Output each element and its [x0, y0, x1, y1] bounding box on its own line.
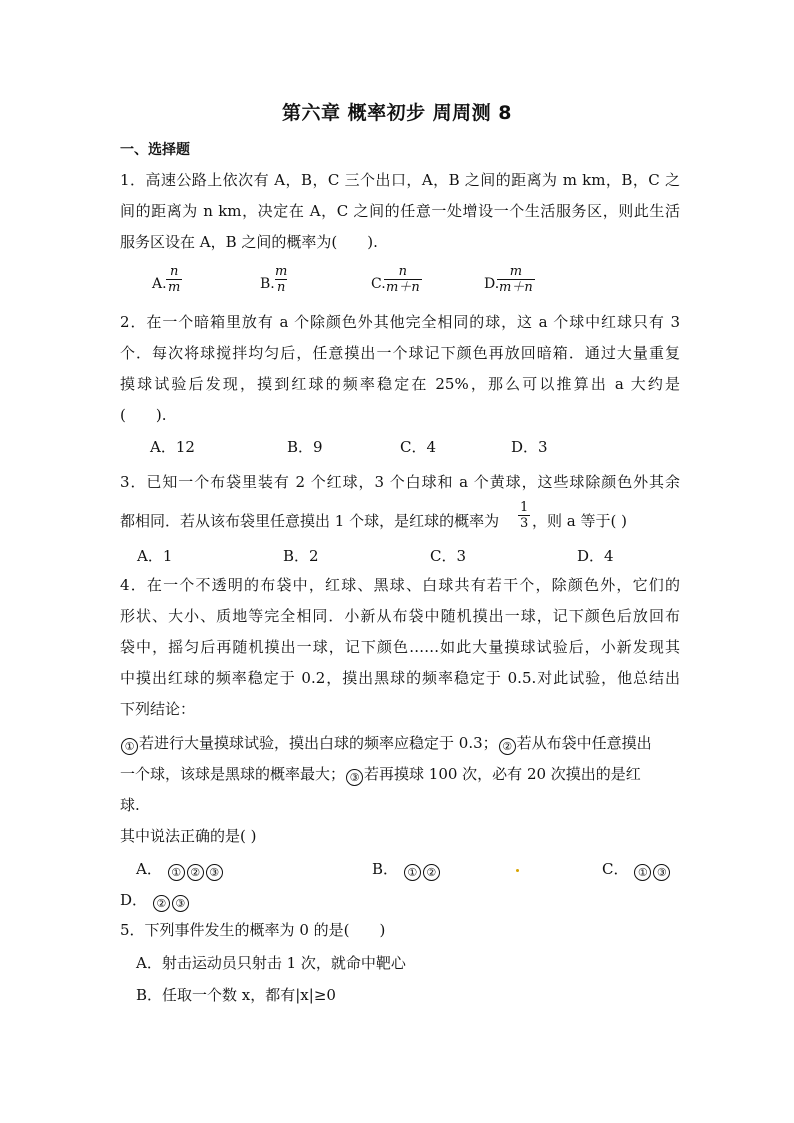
circled-2-icon: ② — [499, 738, 516, 755]
q3-option-c[interactable]: C．3 — [430, 547, 467, 565]
q4-line-3: 袋中，摇匀后再随机摸出一球，记下颜色……如此大量摸球试验后，小新发现其 — [120, 638, 680, 656]
q2-option-c[interactable]: C．4 — [400, 438, 437, 456]
q4-statements-line-1: ① 若进行大量摸球试验，摸出白球的频率应稳定于 0.3； ② 若从布袋中任意摸出 — [120, 733, 684, 755]
q3-probability-fraction: $\frac{1}{3}$ — [520, 500, 529, 531]
q2-line-1: 2．在一个暗箱里放有 a 个除颜色外其他完全相同的球，这 a 个球中红球只有 3 — [120, 313, 680, 331]
document-page: 第六章 概率初步 周周测 8 一、选择题 1．高速公路上依次有 A，B，C 三个出口，A，B 之间的距离为 m km，B，C 之 间的距离为 n km，决定在 A，C 之间的任意一处增设一个生活服务区，则此生活 服务区设在 A，B 之间的概率为( ). A. $\frac{n}{m}$ B. $\frac{m}{n}$ C. $\frac{n}{m+n}$ D. $\frac{m}{m+n}$ 2．在一个暗箱里放有 a 个除颜色外其他完全相同的球，这 a 个球中红球只有 3 个．每次将球搅拌均匀后，任意摸出一个球记下颜色再放回暗箱．通过大量重复 摸球试验后发现，摸到红球的频率稳定在 25%，那么可以推算出 a 大约是 ( ). A．12 B．9 C．4 D．3 3．已知一个布袋里装有 2 个红球，3 个白球和 a 个黄球，这些球除颜色外其余 都相同．若从该布袋里任意摸出 1 个球，是红球的概率为 $\frac{1}{3}$ ，则 a 等于( ) A．1 B．2 C．3 D．4 4．在一个不透明的布袋中，红球、黑球、白球共有若干个，除颜色外，它们的 形状、大小、质地等完全相同．小新从布袋中随机摸出一球，记下颜色后放回布 袋中，摇匀后再随机摸出一球，记下颜色……如此大量摸球试验后，小新发现其 中摸出红球的频率稳定于 0.2，摸出黑球的频率稳定于 0.5.对此试验，他总结出 下列结论： ① 若进行大量摸球试验，摸出白球的频率应稳定于 0.3； ② 若从布袋中任意摸出 一个球，该球是黑球的概率最大； ③ 若再摸球 100 次，必有 20 次摸出的是红 球. 其中说法正确的是( ) A． ① ② ③ B． ① ② C． ① ③ D． ② ③ 5．下列事件发生的概率为 0 的是( ) A．射击运动员只射击 1 次，就命中靶心 B．任取一个数 x，都有|x|≥0 — [0, 0, 794, 1123]
q4-option-c[interactable]: C． ① ③ — [602, 859, 671, 881]
q3-option-b[interactable]: B．2 — [283, 547, 319, 565]
q2-option-d[interactable]: D．3 — [511, 438, 548, 456]
q4-option-a[interactable]: A． ① ② ③ — [136, 859, 224, 881]
q2-option-b[interactable]: B．9 — [287, 438, 323, 456]
q3-line-2: 都相同．若从该布袋里任意摸出 1 个球，是红球的概率为 — [120, 512, 500, 530]
q4-statements-line-2: 一个球，该球是黑球的概率最大； ③ 若再摸球 100 次，必有 20 次摸出的是红 — [120, 765, 641, 784]
q4-line-5: 下列结论： — [120, 700, 196, 718]
section-heading: 一、选择题 — [120, 142, 190, 158]
q2-line-4: ( ). — [120, 406, 167, 424]
q3-line-2-end: ，则 a 等于( ) — [532, 512, 627, 530]
q1-line-2: 间的距离为 n km，决定在 A，C 之间的任意一处增设一个生活服务区，则此生活 — [120, 202, 680, 220]
q4-line-4: 中摸出红球的频率稳定于 0.2，摸出黑球的频率稳定于 0.5.对此试验，他总结出 — [120, 669, 680, 687]
q3-option-a[interactable]: A．1 — [137, 547, 173, 565]
q4-option-b[interactable]: B． ① ② — [372, 859, 441, 881]
q2-line-2: 个．每次将球搅拌均匀后，任意摸出一个球记下颜色再放回暗箱．通过大量重复 — [120, 344, 680, 362]
q2-option-a[interactable]: A．12 — [150, 438, 195, 456]
page-title: 第六章 概率初步 周周测 8 — [281, 102, 513, 124]
q3-line-1: 3．已知一个布袋里装有 2 个红球，3 个白球和 a 个黄球，这些球除颜色外其余 — [120, 473, 680, 491]
q5-option-a[interactable]: A．射击运动员只射击 1 次，就命中靶心 — [136, 954, 406, 972]
q1-option-b-fraction: $\frac{m}{n}$ — [275, 264, 288, 295]
q4-line-1: 4．在一个不透明的布袋中，红球、黑球、白球共有若干个，除颜色外，它们的 — [120, 576, 680, 594]
q1-line-1: 1．高速公路上依次有 A，B，C 三个出口，A，B 之间的距离为 m km，B，C 之 — [120, 171, 680, 189]
q2-line-3: 摸球试验后发现，摸到红球的频率稳定在 25%，那么可以推算出 a 大约是 — [120, 375, 680, 393]
q4-option-d[interactable]: D． ② ③ — [120, 890, 190, 912]
q5-line-1: 5．下列事件发生的概率为 0 的是( ) — [120, 921, 386, 939]
q4-statements-line-3: 球. — [120, 796, 140, 814]
q3-option-d[interactable]: D．4 — [577, 547, 614, 565]
circled-1-icon: ① — [121, 738, 138, 755]
q5-option-b[interactable]: B．任取一个数 x，都有|x|≥0 — [136, 986, 336, 1004]
stray-mark — [516, 869, 519, 872]
q1-option-a-fraction: $\frac{n}{m}$ — [168, 264, 181, 295]
q4-line-2: 形状、大小、质地等完全相同．小新从布袋中随机摸出一球，记下颜色后放回布 — [120, 607, 680, 625]
q1-line-3: 服务区设在 A，B 之间的概率为( ). — [120, 233, 378, 251]
q4-question-prompt: 其中说法正确的是( ) — [120, 827, 257, 845]
q1-option-c-fraction: $\frac{n}{m+n}$ — [386, 264, 420, 295]
q1-option-d-fraction: $\frac{m}{m+n}$ — [499, 264, 533, 295]
circled-3-icon: ③ — [346, 769, 363, 786]
